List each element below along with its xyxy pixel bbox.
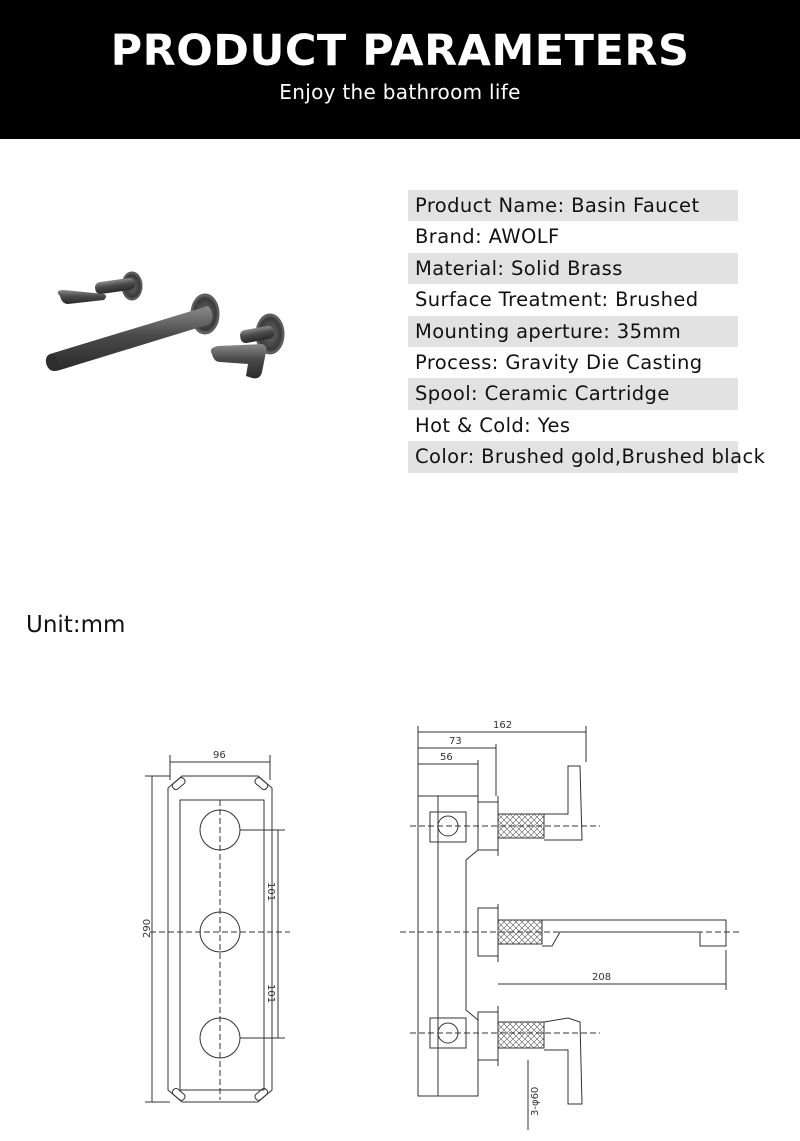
dim-front-height: 290 [142, 918, 153, 938]
param-product-name: Product Name: Basin Faucet [408, 190, 790, 221]
param-spool: Spool: Ceramic Cartridge [408, 378, 790, 409]
param-surface-treatment: Surface Treatment: Brushed [415, 288, 699, 312]
dim-side-short: 56 [440, 752, 453, 763]
dim-side-mid: 73 [449, 736, 462, 747]
param-mounting-aperture: Mounting aperture: 35mm [408, 316, 790, 347]
header-banner [0, 0, 800, 139]
param-brand: Brand: AWOLF [415, 225, 560, 249]
param-hot-cold: Hot & Cold: Yes [415, 413, 571, 437]
dim-front-width: 96 [213, 750, 226, 761]
front-view-drawing [145, 755, 290, 1102]
faucet-product-image [40, 262, 310, 392]
technical-drawing [0, 700, 800, 1141]
dim-spacing-top: 101 [265, 882, 276, 902]
dim-hole-spec: 3-φ60 [530, 1086, 541, 1116]
param-material: Material: Solid Brass [408, 253, 790, 284]
param-process: Process: Gravity Die Casting [415, 350, 703, 374]
unit-label: Unit:mm [26, 612, 126, 638]
parameter-list [408, 190, 790, 473]
dim-side-total: 162 [493, 720, 513, 731]
page-subtitle: Enjoy the bathroom life [279, 80, 521, 104]
dim-spacing-bottom: 101 [265, 984, 276, 1004]
param-color: Color: Brushed gold,Brushed black [408, 441, 790, 472]
page-title: PRODUCT PARAMETERS [110, 26, 690, 76]
side-view-drawing [400, 726, 740, 1130]
dim-spout-length: 208 [592, 972, 612, 983]
